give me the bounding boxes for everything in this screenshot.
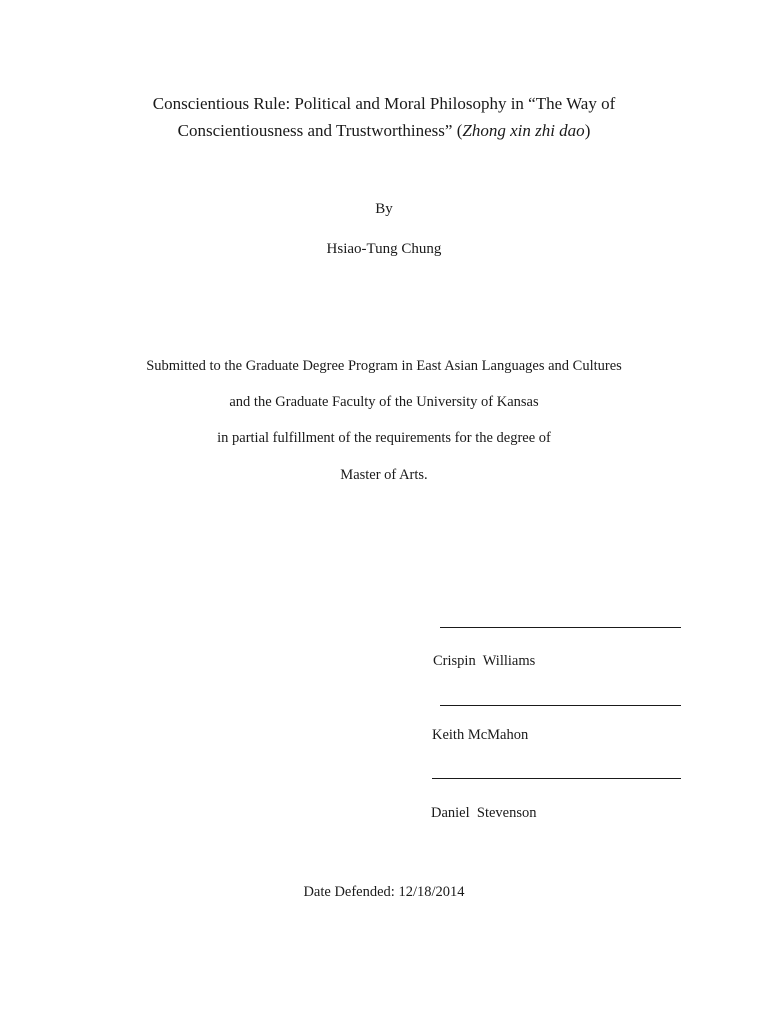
title-line-2 [0,117,768,144]
title-line-2-prefix: Conscientiousness and Trustworthiness” ( [177,121,463,140]
title-line-1: Conscientious Rule: Political and Moral Philosophy in “The Way of [152,94,616,113]
submission-line-1: Submitted to the Graduate Degree Program in East Asian Languages and Cultures [146,358,622,374]
committee-member-2: Keith McMahon [432,727,529,743]
submission-line-2: and the Graduate Faculty of the University of Kansas [229,394,539,410]
submission-line-4: Master of Arts. [340,467,428,483]
title-line-2-suffix: ) [584,121,591,140]
signature-line-3 [432,778,681,779]
by-label: By [375,201,393,217]
signature-line-1 [440,627,681,628]
thesis-title [0,90,768,144]
submission-line-3: in partial fulfillment of the requirements for the degree of [217,430,551,446]
committee-member-1: Crispin Williams [433,653,536,669]
title-line-2-italic: Zhong xin zhi dao [462,121,585,140]
author-name: Hsiao-Tung Chung [326,241,442,257]
committee-member-3: Daniel Stevenson [431,805,537,821]
date-defended: Date Defended: 12/18/2014 [303,884,465,900]
signature-line-2 [440,705,681,706]
